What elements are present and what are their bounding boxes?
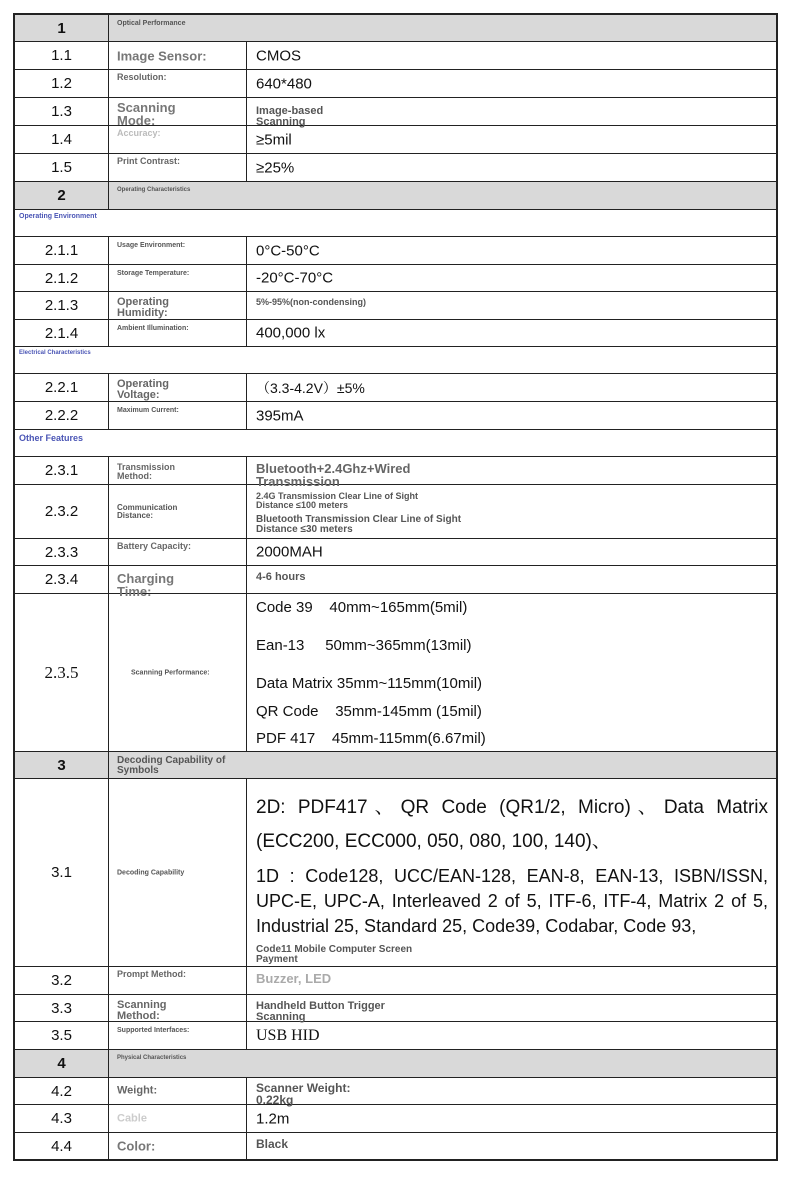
- row-value: 4-6 hours: [256, 571, 306, 583]
- row-number: 1.3: [15, 98, 109, 125]
- performance-line: Ean-13 50mm~365mm(13mil): [256, 637, 472, 654]
- row-number: 3.5: [15, 1022, 109, 1049]
- row-value: Bluetooth+2.4Ghz+Wired Transmission: [256, 461, 411, 489]
- row-number: 2.1.3: [15, 292, 109, 319]
- row-label: Operating Humidity:: [117, 296, 169, 319]
- spec-row: [13, 995, 778, 1022]
- section-header-4: [13, 1050, 778, 1078]
- decode-1d: 1D : Code128, UCC/EAN-128, EAN-8, EAN-13, ISBN/ISSN, UPC-E, UPC-A, Interleaved 2 of 5, ITF-6, ITF-4, Matrix 2 of 5, Industrial 25, Standard 25, Code39, Codabar, Code 93,: [256, 866, 768, 936]
- row-label: Scanning Method:: [117, 999, 167, 1022]
- row-label: Scanning Performance:: [131, 669, 210, 676]
- spec-row: [13, 237, 778, 265]
- row-label: Print Contrast:: [117, 156, 180, 166]
- spec-row: [13, 265, 778, 292]
- row-number: 2.1.2: [15, 265, 109, 291]
- section-header-3: [13, 752, 778, 779]
- spec-row: [13, 70, 778, 98]
- row-value: 640*480: [256, 75, 312, 92]
- row-value: ≥25%: [256, 159, 295, 176]
- row-number: 1.4: [15, 126, 109, 153]
- spec-row: [13, 42, 778, 70]
- spec-row: [13, 1022, 778, 1050]
- performance-line: Code 39 40mm~165mm(5mil): [256, 599, 468, 616]
- row-label: Ambient Illumination:: [117, 325, 189, 332]
- row-label: Charging Time:: [117, 571, 175, 599]
- row-label: Usage Environment:: [117, 242, 186, 249]
- row-number: 2.2.2: [15, 402, 109, 429]
- subheading-text: Electrical Characteristics: [19, 350, 91, 356]
- row-label: Cable: [117, 1112, 147, 1124]
- row-number: 3.2: [15, 967, 109, 994]
- row-label: Supported Interfaces:: [117, 1027, 190, 1034]
- row-label: Accuracy:: [117, 128, 161, 138]
- row-label: Storage Temperature:: [117, 270, 190, 277]
- row-label: Transmission Method:: [117, 462, 176, 481]
- subheading-other: [13, 430, 778, 457]
- spec-row: [13, 98, 778, 126]
- decode-2d: 2D: PDF417、QR Code (QR1/2, Micro)、Data Matrix (ECC200, ECC000, 050, 080, 100, 140)、: [256, 797, 768, 852]
- row-label: Image Sensor:: [117, 48, 207, 63]
- row-number: 1.2: [15, 70, 109, 97]
- section-title: Decoding Capability of Symbols: [117, 755, 226, 776]
- section-title: Physical Characteristics: [117, 1055, 187, 1061]
- subheading-text: Operating Environment: [19, 213, 97, 220]
- row-label: Operating Voltage:: [117, 378, 169, 401]
- row-number: 2.1.1: [15, 237, 109, 264]
- spec-row: [13, 154, 778, 182]
- subheading-text: Other Features: [19, 433, 84, 443]
- row-label: Resolution:: [117, 72, 167, 82]
- row-number: 4.3: [15, 1105, 109, 1132]
- row-label: Maximum Current:: [117, 407, 179, 414]
- row-number: 4.4: [15, 1133, 109, 1159]
- row-label: Communication Distance:: [117, 502, 178, 520]
- row-value: 2000MAH: [256, 543, 323, 561]
- section-title: Operating Characteristics: [117, 187, 191, 193]
- row-value-1: 2.4G Transmission Clear Line of Sight Distance ≤100 meters: [256, 491, 419, 510]
- row-value: ≥5mil: [256, 131, 292, 148]
- row-label: Battery Capacity:: [117, 541, 192, 551]
- row-number: 2.3.2: [15, 485, 109, 538]
- row-value: CMOS: [256, 47, 301, 64]
- row-number: 2.1.4: [15, 320, 109, 346]
- row-value: USB HID: [256, 1026, 320, 1044]
- row-value: Scanner Weight: 0.22kg: [256, 1081, 351, 1107]
- spec-row: [13, 967, 778, 995]
- spec-row: [13, 485, 778, 539]
- subheading-env: [13, 210, 778, 237]
- row-value: Image-based Scanning: [256, 105, 324, 128]
- row-label: Scanning Mode:: [117, 100, 176, 128]
- decode-tail: Code11 Mobile Computer Screen Payment: [256, 944, 413, 965]
- row-value: Buzzer, LED: [256, 971, 332, 986]
- spec-row: [13, 126, 778, 154]
- row-number: 1.1: [15, 42, 109, 69]
- row-value: （3.3-4.2V）±5%: [256, 379, 365, 396]
- row-number: 2.3.1: [15, 457, 109, 484]
- row-value: Black: [256, 1137, 289, 1151]
- performance-line: Data Matrix 35mm~115mm(10mil): [256, 675, 483, 692]
- row-value: -20°C-70°C: [256, 269, 334, 287]
- row-label: Weight:: [117, 1084, 158, 1097]
- section-number: 1: [15, 15, 109, 41]
- spec-row: [13, 1133, 778, 1161]
- section-number: 2: [15, 182, 109, 209]
- section-number: 3: [15, 752, 109, 778]
- subheading-elec: [13, 347, 778, 374]
- spec-row: [13, 402, 778, 430]
- row-number: 2.3.4: [15, 566, 109, 593]
- section-number: 4: [15, 1050, 109, 1077]
- row-number: 2.3.3: [15, 539, 109, 565]
- spec-row: [13, 779, 778, 967]
- section-header-1: [13, 13, 778, 42]
- spec-row: [13, 1078, 778, 1105]
- row-value: 400,000 lx: [256, 324, 326, 342]
- row-value: 5%-95%(non-condensing): [256, 297, 367, 307]
- row-number: 2.2.1: [15, 374, 109, 401]
- row-value: Handheld Button Trigger Scanning: [256, 1000, 385, 1023]
- spec-row: [13, 320, 778, 347]
- spec-row: [13, 374, 778, 402]
- row-number: 1.5: [15, 154, 109, 181]
- row-label: Color:: [117, 1138, 156, 1154]
- row-value: 1.2m: [256, 1110, 290, 1127]
- row-number: 3.1: [15, 779, 109, 966]
- spec-row: [13, 457, 778, 489]
- spec-row: [13, 292, 778, 320]
- spec-row: [13, 594, 778, 752]
- spec-row: [13, 1105, 778, 1133]
- row-value: 0°C-50°C: [256, 242, 320, 259]
- spec-row: [13, 539, 778, 566]
- row-value: 395mA: [256, 407, 304, 424]
- performance-line: QR Code 35mm-145mm (15mil): [256, 703, 482, 720]
- performance-line: PDF 417 45mm-115mm(6.67mil): [256, 730, 486, 747]
- section-header-2: [13, 182, 778, 210]
- row-label: Prompt Method:: [117, 969, 186, 979]
- row-value-2: Bluetooth Transmission Clear Line of Sight Distance ≤30 meters: [256, 514, 462, 535]
- section-title: Optical Performance: [117, 20, 186, 27]
- row-number: 3.3: [15, 995, 109, 1021]
- row-number: 2.3.5: [15, 594, 109, 751]
- row-number: 4.2: [15, 1078, 109, 1104]
- row-label: Decoding Capability: [117, 869, 185, 876]
- spec-row: [13, 566, 778, 599]
